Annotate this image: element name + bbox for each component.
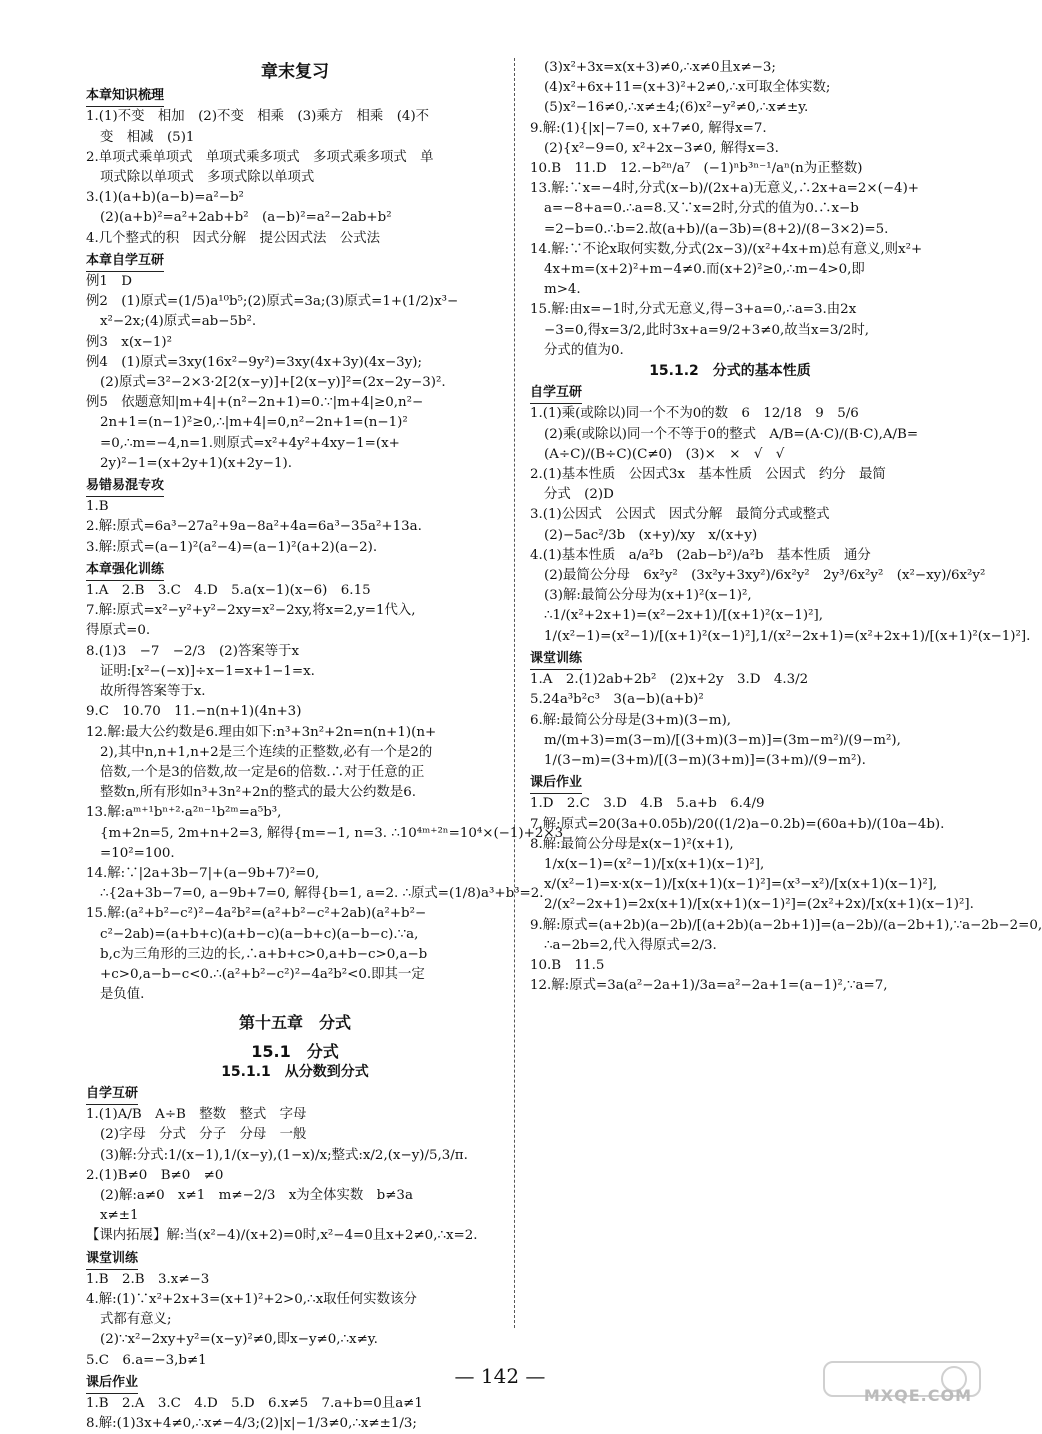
- answer-line: 6.解:最简公分母是(3+m)(3−m),: [530, 712, 732, 728]
- column-divider: [514, 58, 515, 1328]
- section-heading-row: [530, 647, 930, 670]
- section-heading: 课后作业: [86, 1373, 138, 1394]
- answer-line: 证明:[x²−(−x)]÷x−1=x+1−1=x.: [100, 663, 315, 679]
- answer-line: (2)(a+b)²=a²+2ab+b² (a−b)²=a²−2ab+b²: [100, 210, 392, 226]
- answer-line: 3.(1)(a+b)(a−b)=a²−b²: [86, 190, 244, 206]
- answer-line: 10.B 11.D 12.−b²ⁿ/a⁷ (−1)ⁿb³ⁿ⁻¹/aⁿ(n为正整数): [530, 161, 863, 177]
- answer-line: b,c为三角形的三边的长,∴a+b+c>0,a+b−c>0,a−b: [100, 946, 428, 962]
- answer-line: 10.B 11.5: [530, 957, 605, 973]
- section-heading-row: [530, 771, 930, 794]
- section-heading-row: [86, 84, 504, 107]
- answer-line: 9.解:原式=(a+2b)(a−2b)/[(a+2b)(a−2b+1)]=(a−2b)/(a−2b+1),∵a−2b−2=0,: [530, 917, 1042, 933]
- answer-line: (2)乘(或除以)同一个不等于0的整式 A/B=(A·C)/(B·C),A/B=: [544, 426, 919, 442]
- answer-line: 例4 (1)原式=3xy(16x²−9y²)=3xy(4x+3y)(4x−3y);: [86, 354, 423, 370]
- answer-line: m>4.: [544, 282, 581, 298]
- answer-line: c²−2ab)=(a+b+c)(a+b−c)(a−b+c)(a−b−c).∵a,: [100, 926, 419, 942]
- answer-line: x/(x²−1)=x·x(x−1)/[x(x+1)(x−1)²]=(x³−x²)/[x(x+1)(x−1)²],: [544, 877, 938, 893]
- answer-line: 7.解:原式=x²−y²+y²−2xy=x²−2xy,将x=2,y=1代入,: [86, 603, 416, 619]
- answer-line: ∴a−2b=2,代入得原式=2/3.: [544, 937, 717, 953]
- section-heading-row: [86, 249, 504, 272]
- answer-line: 1.(1)不变 相加 (2)不变 相乘 (3)乘方 相乘 (4)不: [86, 109, 430, 125]
- answer-line: 3.(1)公因式 公因式 因式分解 最简分式或整式: [530, 507, 830, 523]
- answer-line: (2)−5ac²/3b (x+y)/xy x/(x+y): [544, 527, 758, 543]
- answer-line: 1.(1)A/B A÷B 整数 整式 字母: [86, 1107, 307, 1123]
- answer-line: 2),其中n,n+1,n+2是三个连续的正整数,必有一个是2的: [100, 744, 433, 760]
- answer-line: 2.(1)B≠0 B≠0 ≠0: [86, 1167, 224, 1183]
- chapter-title: 15.1 分式: [251, 1041, 339, 1061]
- answer-line: 8.解:最简公分母是x(x−1)²(x+1),: [530, 836, 734, 852]
- section-heading-row: [86, 1082, 504, 1105]
- section-heading: 课堂训练: [86, 1249, 138, 1270]
- section-heading: 课堂训练: [530, 649, 582, 670]
- answer-line: 整数n,所有形如n³+3n²+2n的整式的最大公约数是6.: [100, 785, 416, 801]
- answer-line: 4.(1)基本性质 a/a²b (2ab−b²)/a²b 基本性质 通分: [530, 547, 871, 563]
- section-heading: 本章强化训练: [86, 560, 164, 581]
- answer-line: (A÷C)/(B÷C)(C≠0) (3)× × √ √: [544, 446, 785, 462]
- answer-line: 9.C 10.70 11.−n(n+1)(4n+3): [86, 704, 302, 720]
- section-heading: 本章知识梳理: [86, 86, 164, 107]
- answer-line: +c>0,a−b−c<0.∴(a²+b²−c²)²−4a²b²<0.即其一定: [100, 966, 425, 982]
- answer-line: 12.解:原式=3a(a²−2a+1)/3a=a²−2a+1=(a−1)²,∵a=7,: [530, 978, 888, 994]
- answer-line: 分式的值为0.: [544, 342, 624, 358]
- answer-line: 15.解:由x=−1时,分式无意义,得−3+a=0,∴a=3.由2x: [530, 302, 857, 318]
- answer-line: 1.B 2.A 3.C 4.D 5.D 6.x≠5 7.a+b=0且a≠1: [86, 1396, 423, 1411]
- section-heading: 本章自学互研: [86, 251, 164, 272]
- answer-line: 是负值.: [100, 987, 145, 1003]
- answer-line: 15.解:(a²+b²−c²)²−4a²b²=(a²+b²−c²+2ab)(a²+b²−: [86, 906, 427, 922]
- section-heading-row: [86, 558, 504, 581]
- answer-line: 5.24a³b²c³ 3(a−b)(a+b)²: [530, 692, 704, 708]
- answer-line: 例1 D: [86, 274, 133, 290]
- answer-line: =0,∴m=−4,n=1.则原式=x²+4y²+4xy−1=(x+: [100, 435, 400, 451]
- answer-line: 1/(3−m)=(3+m)/[(3−m)(3+m)]=(3+m)/(9−m²).: [544, 752, 866, 768]
- answer-line: 【课内拓展】解:当(x²−4)/(x+2)=0时,x²−4=0且x+2≠0,∴x=2.: [86, 1228, 478, 1244]
- answer-line: 故所得答案等于x.: [100, 684, 206, 700]
- answer-line: (2)字母 分式 分子 分母 一般: [100, 1127, 307, 1143]
- answer-line: 例5 依题意知|m+4|+(n²−2n+1)=0.∵|m+4|≥0,n²−: [86, 395, 424, 411]
- answer-line: (3)x²+3x=x(x+3)≠0,∴x≠0且x≠−3;: [544, 60, 776, 75]
- answer-line: {m+2n=5, 2m+n+2=3, 解得{m=−1, n=3. ∴10⁴ᵐ⁺²ⁿ=10⁴×(−1)+2×3: [100, 825, 564, 841]
- answer-line: (2){x²−9=0, x²+2x−3≠0, 解得x=3.: [544, 140, 779, 156]
- answer-line: x≠±1: [100, 1208, 139, 1224]
- page-number: — 142 —: [454, 1364, 546, 1388]
- answer-line: 1/(x²−1)=(x²−1)/[(x+1)²(x−1)²],1/(x²−2x+1)=(x²+2x+1)/[(x+1)²(x−1)²].: [544, 628, 1031, 644]
- answer-line: 1.B 2.B 3.x≠−3: [86, 1271, 210, 1287]
- answer-line: 倍数,一个是3的倍数,故一定是6的倍数.∴对于任意的正: [100, 764, 425, 780]
- section-heading-row: [530, 381, 930, 404]
- left-column: [86, 58, 564, 1434]
- answer-line: 式都有意义;: [100, 1312, 172, 1328]
- section-heading: 课后作业: [530, 773, 582, 794]
- answer-line: 13.解:aᵐ⁺¹bⁿ⁺²·a²ⁿ⁻¹b²ᵐ=a⁵b³,: [86, 805, 282, 821]
- chapter-title: 15.1.2 分式的基本性质: [649, 363, 811, 380]
- answer-line: 8.(1)3 −7 −2/3 (2)答案等于x: [86, 643, 300, 659]
- answer-line: 14.解:∵不论x取何实数,分式(2x−3)/(x²+4x+m)总有意义,则x²+: [530, 241, 923, 257]
- answer-line: 7.解:原式=20(3a+0.05b)/20((1/2)a−0.2b)=(60a+b)/(10a−4b).: [530, 816, 945, 832]
- answer-line: (5)x²−16≠0,∴x≠±4;(6)x²−y²≠0,∴x≠±y.: [544, 100, 809, 116]
- answer-line: 12.解:最大公约数是6.理由如下:n³+3n²+2n=n(n+1)(n+: [86, 724, 437, 740]
- answer-line: 13.解:∵x=−4时,分式(x−b)/(2x+a)无意义,∴2x+a=2×(−4)+: [530, 181, 920, 197]
- answer-line: ∴{2a+3b−7=0, a−9b+7=0, 解得{b=1, a=2. ∴原式=(1/8)a³+b³=2.: [100, 886, 544, 902]
- answer-line: 例2 (1)原式=(1/5)a¹⁰b⁵;(2)原式=3a;(3)原式=1+(1/2)x³−: [86, 294, 459, 310]
- answer-line: (2)最简公分母 6x²y² (3x²y+3xy²)/6x²y² 2y³/6x²y² (x²−xy)/6x²y²: [544, 568, 986, 584]
- answer-line: 9.解:(1){|x|−7=0, x+7≠0, 解得x=7.: [530, 120, 767, 136]
- answer-line: 2.解:原式=6a³−27a²+9a−8a²+4a=6a³−35a²+13a.: [86, 519, 422, 535]
- answer-line: 1.A 2.(1)2ab+2b² (2)x+2y 3.D 4.3/2: [530, 672, 809, 688]
- answer-line: 1.B: [86, 499, 109, 515]
- answer-line: 3.解:原式=(a−1)²(a²−4)=(a−1)²(a+2)(a−2).: [86, 539, 378, 555]
- answer-line: (3)解:分式:1/(x−1),1/(x−y),(1−x)/x;整式:x/2,(x−y)/5,3/π.: [100, 1147, 468, 1163]
- answer-line: 2.(1)基本性质 公因式3x 基本性质 公因式 约分 最简: [530, 467, 886, 483]
- answer-line: 得原式=0.: [86, 623, 151, 639]
- answer-line: 4x+m=(x+2)²+m−4≠0.而(x+2)²≥0,∴m−4>0,即: [544, 262, 865, 278]
- answer-line: 4.几个整式的积 因式分解 提公因式法 公式法: [86, 230, 380, 246]
- answer-line: 4.解:(1)∵x²+2x+3=(x+1)²+2>0,∴x取任何实数该分: [86, 1291, 417, 1307]
- answer-line: =10²=100.: [100, 845, 175, 861]
- answer-line: (2)∵x²−2xy+y²=(x−y)²≠0,即x−y≠0,∴x≠y.: [100, 1332, 378, 1348]
- section-heading-row: [86, 1247, 504, 1270]
- section-heading: 易错易混专攻: [86, 476, 164, 497]
- watermark-text: MXQE.COM: [863, 1386, 972, 1405]
- answer-line: ∴1/(x²+2x+1)=(x²−2x+1)/[(x+1)²(x−1)²],: [544, 608, 823, 624]
- answer-line: x²−2x;(4)原式=ab−5b².: [100, 314, 257, 330]
- answer-line: 变 相减 (5)1: [100, 129, 195, 145]
- answer-line: =2−b=0.∴b=2.故(a+b)/(a−3b)=(8+2)/(8−3×2)=5.: [544, 221, 889, 237]
- answer-line: 2y)²−1=(x+2y+1)(x+2y−1).: [100, 455, 292, 471]
- answer-line: m/(m+3)=m(3−m)/[(3+m)(3−m)]=(3m−m²)/(9−m²),: [544, 732, 901, 748]
- answer-line: (2)解:a≠0 x≠1 m≠−2/3 x为全体实数 b≠3a: [100, 1187, 413, 1203]
- answer-line: 分式 (2)D: [544, 487, 614, 503]
- answer-line: 1/x(x−1)=(x²−1)/[x(x+1)(x−1)²],: [544, 856, 765, 872]
- answer-line: 14.解:∵|2a+3b−7|+(a−9b+7)²=0,: [86, 865, 320, 881]
- answer-line: (2)原式=3²−2×3·2[2(x−y)]+[2(x−y)]²=(2x−2y−3)².: [100, 375, 446, 391]
- answer-line: 1.A 2.B 3.C 4.D 5.a(x−1)(x−6) 6.15: [86, 583, 371, 599]
- answer-line: −3=0,得x=3/2,此时3x+a=9/2+3≠0,故当x=3/2时,: [544, 322, 870, 338]
- answer-line: 2.单项式乘单项式 单项式乘多项式 多项式乘多项式 单: [86, 149, 434, 165]
- answer-line: a=−8+a=0.∴a=8.又∵x=2时,分式的值为0.∴x−b: [544, 201, 859, 217]
- chapter-title: 章末复习: [261, 62, 329, 82]
- answer-line: 5.C 6.a=−3,b≠1: [86, 1352, 207, 1368]
- answer-line: 项式除以单项式 多项式除以单项式: [100, 170, 315, 186]
- section-heading-row: [86, 474, 504, 497]
- answer-line: (3)解:最简公分母为(x+1)²(x−1)²,: [544, 588, 752, 604]
- answer-line: 2n+1=(n−1)²≥0,∴|m+4|=0,n²−2n+1=(n−1)²: [100, 415, 408, 431]
- answer-line: 2/(x²−2x+1)=2x(x+1)/[x(x+1)(x−1)²]=(2x²+2x)/[x(x+1)(x−1)²].: [544, 897, 974, 913]
- answer-line: (4)x²+6x+11=(x+3)²+2≠0,∴x可取全体实数;: [544, 80, 831, 96]
- section-heading: 自学互研: [530, 383, 582, 404]
- chapter-title: 15.1.1 从分数到分式: [221, 1063, 369, 1080]
- section-heading: 自学互研: [86, 1084, 138, 1105]
- right-column: [530, 58, 1042, 996]
- answer-line: 1.(1)乘(或除以)同一个不为0的数 6 12/18 9 5/6: [530, 406, 859, 422]
- answer-line: 8.解:(1)3x+4≠0,∴x≠−4/3;(2)|x|−1/3≠0,∴x≠±1/3;: [86, 1416, 417, 1432]
- answer-line: 1.D 2.C 3.D 4.B 5.a+b 6.4/9: [530, 796, 765, 812]
- answer-line: 例3 x(x−1)²: [86, 334, 172, 350]
- chapter-title: 第十五章 分式: [238, 1013, 351, 1033]
